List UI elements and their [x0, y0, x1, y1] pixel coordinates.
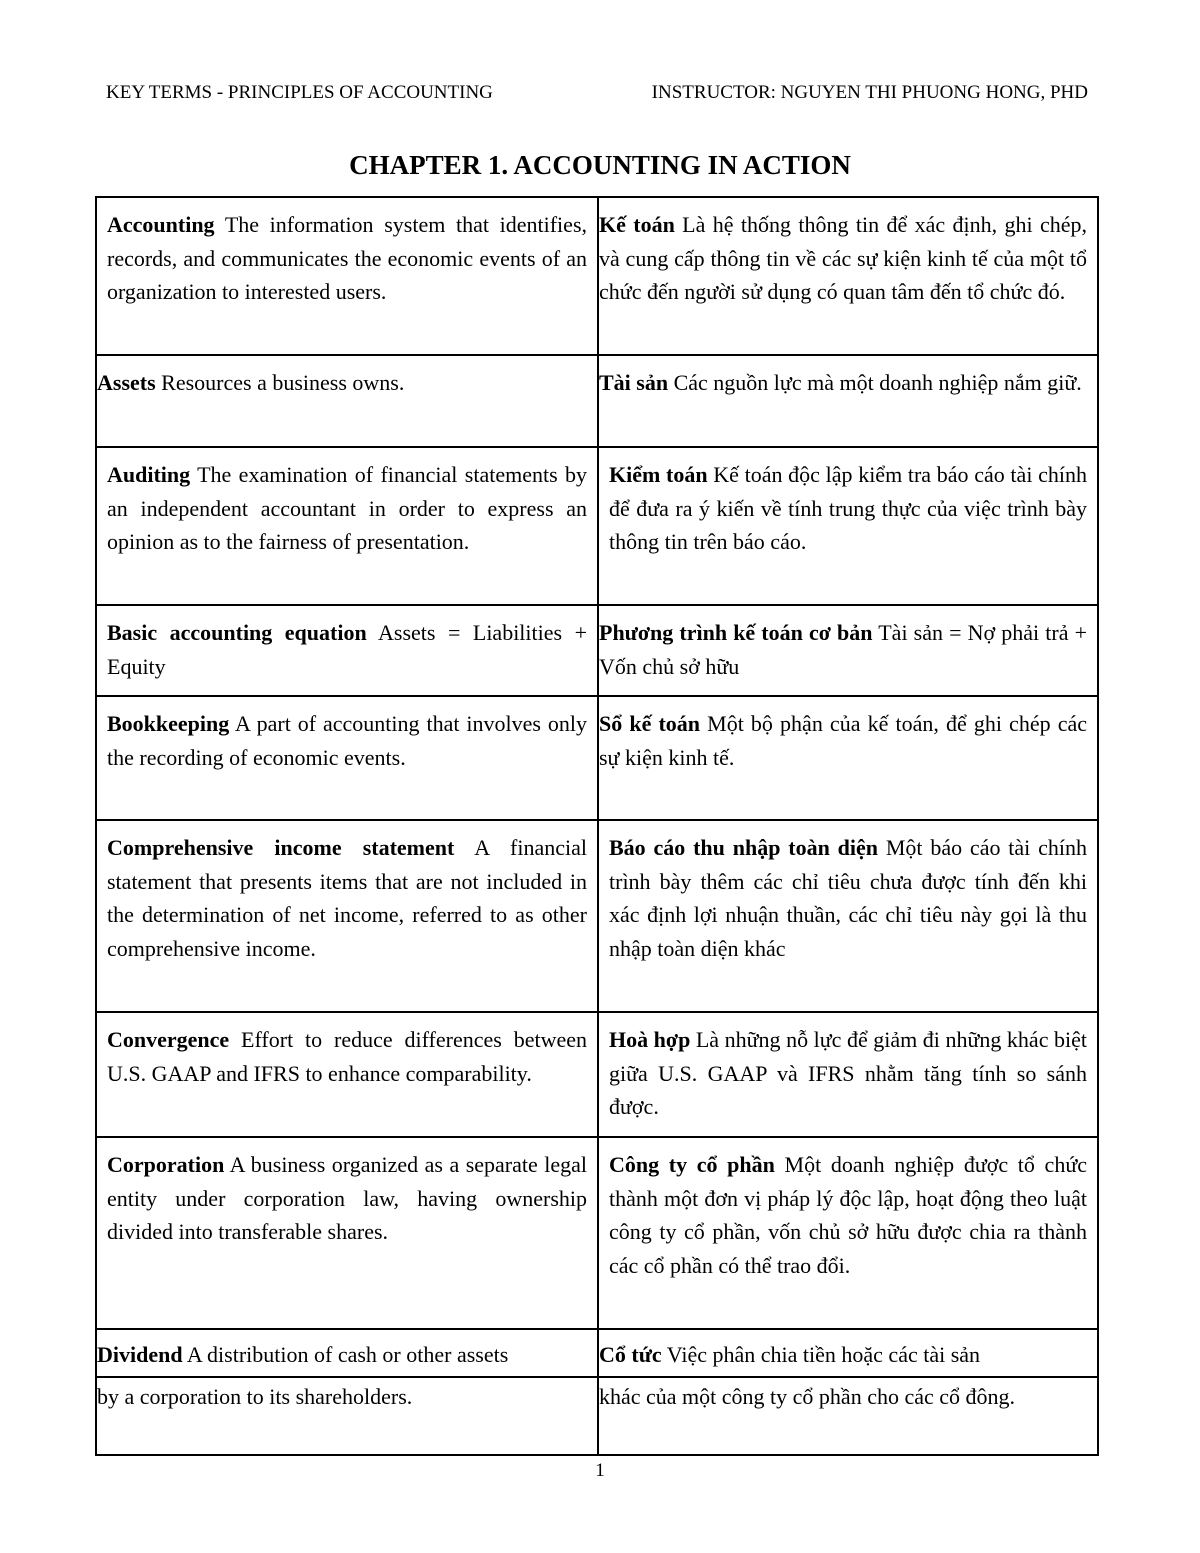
definition-vietnamese: Kế toán độc lập kiểm tra báo cáo tài chính để đưa ra ý kiến về tính trung thực của việc trình bày thông tin trên báo cáo.	[609, 462, 1087, 554]
definition-vietnamese: Là những nỗ lực để giảm đi những khác biệt giữa U.S. GAAP và IFRS nhằm tăng tính so sánh được.	[609, 1027, 1087, 1119]
term-vietnamese: Công ty cổ phần	[609, 1152, 775, 1177]
page-number: 1	[595, 1460, 605, 1481]
definition-english: A business organized as a separate legal entity under corporation law, having ownership divided into transferable shares.	[107, 1152, 587, 1244]
term-vietnamese: Hoà hợp	[609, 1027, 691, 1052]
term-english: Auditing	[107, 462, 191, 487]
term-vietnamese: Kế toán	[599, 212, 675, 237]
table-row	[96, 1137, 1098, 1329]
table-row	[96, 355, 1098, 447]
vietnamese-cell	[598, 447, 1098, 605]
english-cell	[96, 1329, 598, 1377]
definition-vietnamese: Một doanh nghiệp được tổ chức thành một đơn vị pháp lý độc lập, hoạt động theo luật công ty cổ phần, vốn chủ sở hữu được chia ra thành các cổ phần có thể trao đổi.	[609, 1152, 1088, 1278]
page-header	[106, 82, 1088, 108]
table-row	[96, 605, 1098, 696]
table-row	[96, 447, 1098, 605]
definition-english: A distribution of cash or other assets	[182, 1342, 509, 1367]
english-cell	[96, 1012, 598, 1137]
vietnamese-cell	[598, 1329, 1098, 1377]
term-english: Accounting	[107, 212, 215, 237]
english-cell	[96, 1377, 598, 1455]
english-cell	[96, 197, 598, 355]
definition-english: The information system that identifies, records, and communicates the economic events of an organization to interested users.	[107, 212, 587, 304]
term-vietnamese: Kiểm toán	[609, 462, 708, 487]
table-row	[96, 1329, 1098, 1377]
vietnamese-cell	[598, 1012, 1098, 1137]
definition-english: A part of accounting that involves only the recording of economic events.	[107, 711, 587, 770]
term-english: Comprehensive income statement	[107, 835, 455, 860]
vietnamese-cell	[598, 1377, 1098, 1455]
definition-english: Assets = Liabilities + Equity	[107, 620, 587, 679]
header-course-title: KEY TERMS - PRINCIPLES OF ACCOUNTING	[106, 82, 493, 103]
definition-english: The examination of financial statements by an independent accountant in order to express an opinion as to the fairness of presentation.	[107, 462, 587, 554]
definition-vietnamese: Là hệ thống thông tin để xác định, ghi chép, và cung cấp thông tin về các sự kiện kinh tế của một tổ chức đến người sử dụng có quan tâm đến tổ chức đó.	[599, 212, 1087, 304]
english-cell	[96, 447, 598, 605]
definition-vietnamese: Việc phân chia tiền hoặc các tài sản	[661, 1342, 981, 1367]
header-instructor: INSTRUCTOR: NGUYEN THI PHUONG HONG, PHD	[651, 82, 1088, 103]
vietnamese-cell	[598, 355, 1098, 447]
table-row	[96, 1377, 1098, 1455]
definition-english: Effort to reduce differences between U.S. GAAP and IFRS to enhance comparability.	[107, 1027, 587, 1086]
term-vietnamese: Báo cáo thu nhập toàn diện	[609, 835, 878, 860]
definition-vietnamese: Một bộ phận của kế toán, để ghi chép các sự kiện kinh tế.	[599, 711, 1087, 770]
english-cell	[96, 1137, 598, 1329]
english-cell	[96, 696, 598, 820]
term-english: Bookkeeping	[107, 711, 230, 736]
vietnamese-cell	[598, 605, 1098, 696]
term-english: Dividend	[97, 1342, 183, 1367]
vietnamese-cell	[598, 820, 1098, 1012]
key-terms-table	[95, 196, 1099, 1456]
table-row	[96, 696, 1098, 820]
english-cell	[96, 355, 598, 447]
vietnamese-cell	[598, 1137, 1098, 1329]
definition-english: Resources a business owns.	[155, 370, 405, 395]
term-vietnamese: Phương trình kế toán cơ bản	[599, 620, 873, 645]
term-english: Assets	[97, 370, 156, 395]
continuation-vietnamese: khác của một công ty cổ phần cho các cổ đông.	[599, 1383, 1016, 1409]
term-vietnamese: Sổ kế toán	[599, 711, 701, 736]
term-vietnamese: Cổ tức	[599, 1342, 662, 1367]
term-vietnamese: Tài sản	[599, 370, 669, 395]
english-cell	[96, 820, 598, 1012]
definition-vietnamese: Tài sản = Nợ phải trả + Vốn chủ sở hữu	[599, 620, 1087, 679]
vietnamese-cell	[598, 696, 1098, 820]
continuation-english: by a corporation to its shareholders.	[97, 1383, 413, 1409]
term-english: Convergence	[107, 1027, 230, 1052]
chapter-title: CHAPTER 1. ACCOUNTING IN ACTION	[349, 150, 851, 180]
vietnamese-cell	[598, 197, 1098, 355]
definition-english: A financial statement that presents items that are not included in the determination of net income, referred to as other comprehensive income.	[107, 835, 588, 961]
term-english: Basic accounting equation	[107, 620, 367, 645]
table-row	[96, 1012, 1098, 1137]
table-row	[96, 197, 1098, 355]
term-english: Corporation	[107, 1152, 225, 1177]
english-cell	[96, 605, 598, 696]
definition-vietnamese: Các nguồn lực mà một doanh nghiệp nắm giữ.	[668, 370, 1082, 395]
definition-vietnamese: Một báo cáo tài chính trình bày thêm các chỉ tiêu chưa được tính đến khi xác định lợi nhuận thuần, các chỉ tiêu này gọi là thu nhập toàn diện khác	[609, 835, 1087, 961]
table-row	[96, 820, 1098, 1012]
